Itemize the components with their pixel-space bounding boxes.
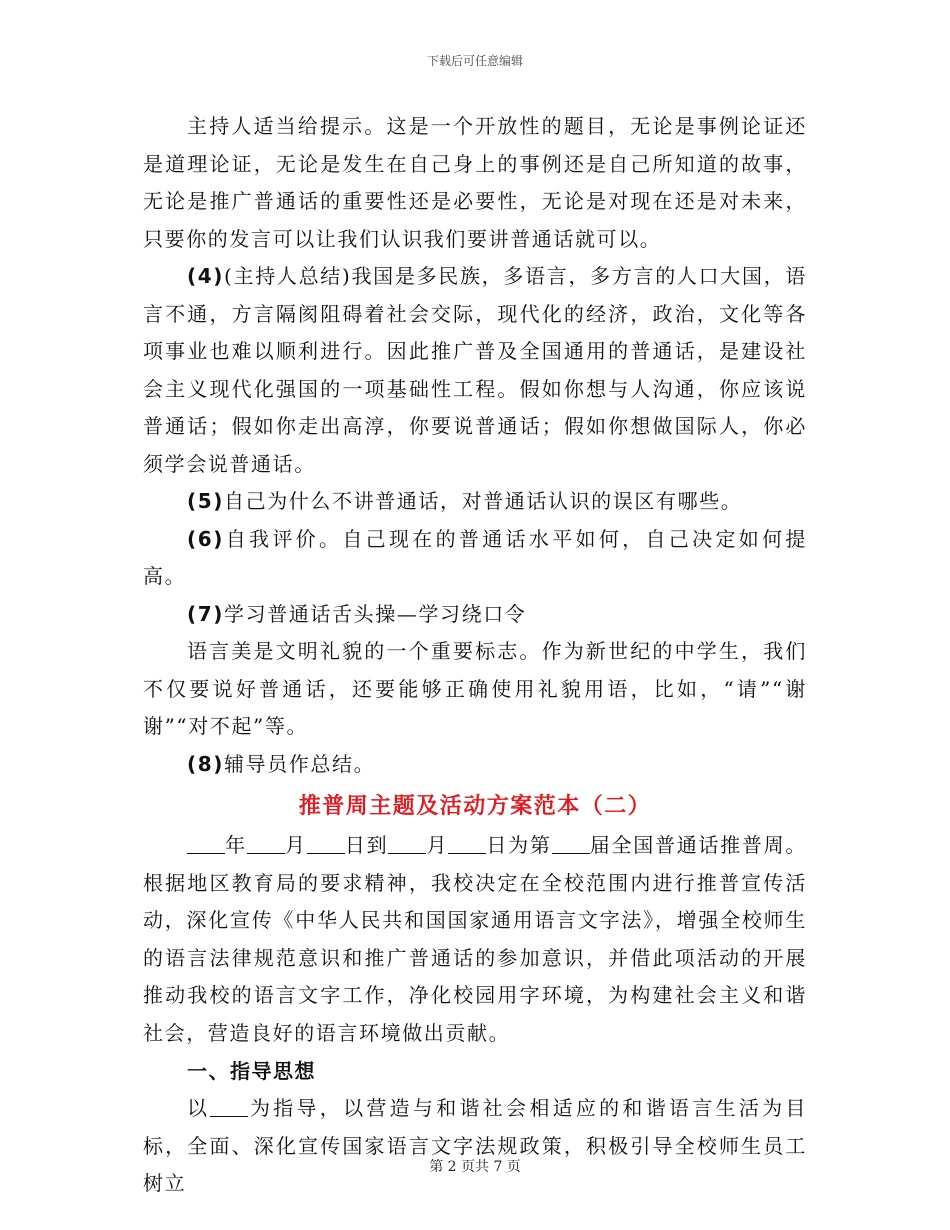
paragraph-item-5 — [143, 483, 807, 521]
paragraph-guiding-ideology — [143, 1090, 807, 1203]
blank-line — [247, 833, 285, 854]
item-text: 自己为什么不讲普通话，对普通话认识的误区有哪些。 — [224, 489, 743, 513]
item-number: (7) — [187, 601, 224, 626]
item-text: 自我评价。自己现在的普通话水平如何，自己决定如何提高。 — [143, 526, 807, 588]
paragraph-host-hint: 主持人适当给提示。这是一个开放性的题目，无论是事例论证还是道理论证，无论是发生在自己身上的事例还是自己所知道的故事，无论是推广普通话的重要性还是必要性，无论是对现在还是对未来，只要你的发言可以让我们认识我们要讲普通话就可以。 — [143, 114, 807, 251]
blank-line — [210, 1096, 248, 1117]
blank-line — [307, 833, 345, 854]
heading-guiding-ideology: 一、指导思想 — [187, 1059, 316, 1083]
item-number: (5) — [187, 489, 224, 513]
section-title: 推普周主题及活动方案范本（二） — [298, 793, 652, 819]
guide-text: 为指导，以营造与和谐社会相适应的和谐语言生活为目标，全面、深化宣传国家语言文字法规政策，积极引导全校师生员工树立 — [143, 1096, 807, 1195]
item-text: (主持人总结)我国是多民族，多语言，多方言的人口大国，语言不通，方言隔阂阻碍着社会交际，现代化的经济，政治，文化等各项事业也难以顺利进行。因此推广普及全国通用的普通话，是建设社会主义现代化强国的一项基础性工程。假如你想与人沟通，你应该说普通话；假如你走出高淳，你要说普通话；假如你想做国际人，你必须学会说普通话。 — [143, 264, 807, 476]
item-text: 学习普通话舌头操—学习绕口令 — [224, 601, 527, 626]
intro-year: 年 — [225, 833, 247, 857]
paragraph-item-6 — [143, 521, 807, 596]
blank-line — [388, 833, 426, 854]
page-header: 下载后可任意编辑 — [426, 54, 523, 68]
item-number: (6) — [187, 526, 224, 551]
blank-line — [448, 833, 486, 854]
intro-text: 届全国普通话推普周。根据地区教育局的要求精神，我校决定在全校范围内进行推普宣传活动，深化宣传《中华人民共和国国家通用语言文字法》，增强全校师生的语言法律规范意识和推广普通话的参加意识，并借此项活动的开展推动我校的语言文字工作，净化校园用字环境，为构建社会主义和谐社会，营造良好的语言环境做出贡献。 — [143, 833, 807, 1045]
paragraph-language-beauty: 语言美是文明礼貌的一个重要标志。作为新世纪的中学生，我们不仅要说好普通话，还要能够正确使用礼貌用语，比如，“请”“谢谢”“对不起”等。 — [143, 639, 807, 738]
item-text: 辅导员作总结。 — [224, 751, 376, 776]
blank-line — [187, 833, 225, 854]
guide-prefix: 以 — [187, 1096, 211, 1120]
paragraph-intro — [143, 827, 807, 1052]
blank-line — [552, 833, 590, 854]
page-footer: 第 2 页共 7 页 — [429, 1159, 521, 1175]
intro-day-to: 日到 — [344, 833, 389, 857]
intro-day-is: 日为第 — [486, 833, 552, 857]
intro-month-2: 月 — [426, 833, 449, 857]
document-body — [143, 108, 807, 1203]
paragraph-item-7 — [143, 596, 807, 634]
item-number: (8) — [187, 751, 224, 776]
item-number: (4) — [187, 264, 224, 288]
paragraph-item-4 — [143, 258, 807, 483]
paragraph-item-8 — [143, 746, 807, 784]
intro-month: 月 — [284, 833, 307, 857]
